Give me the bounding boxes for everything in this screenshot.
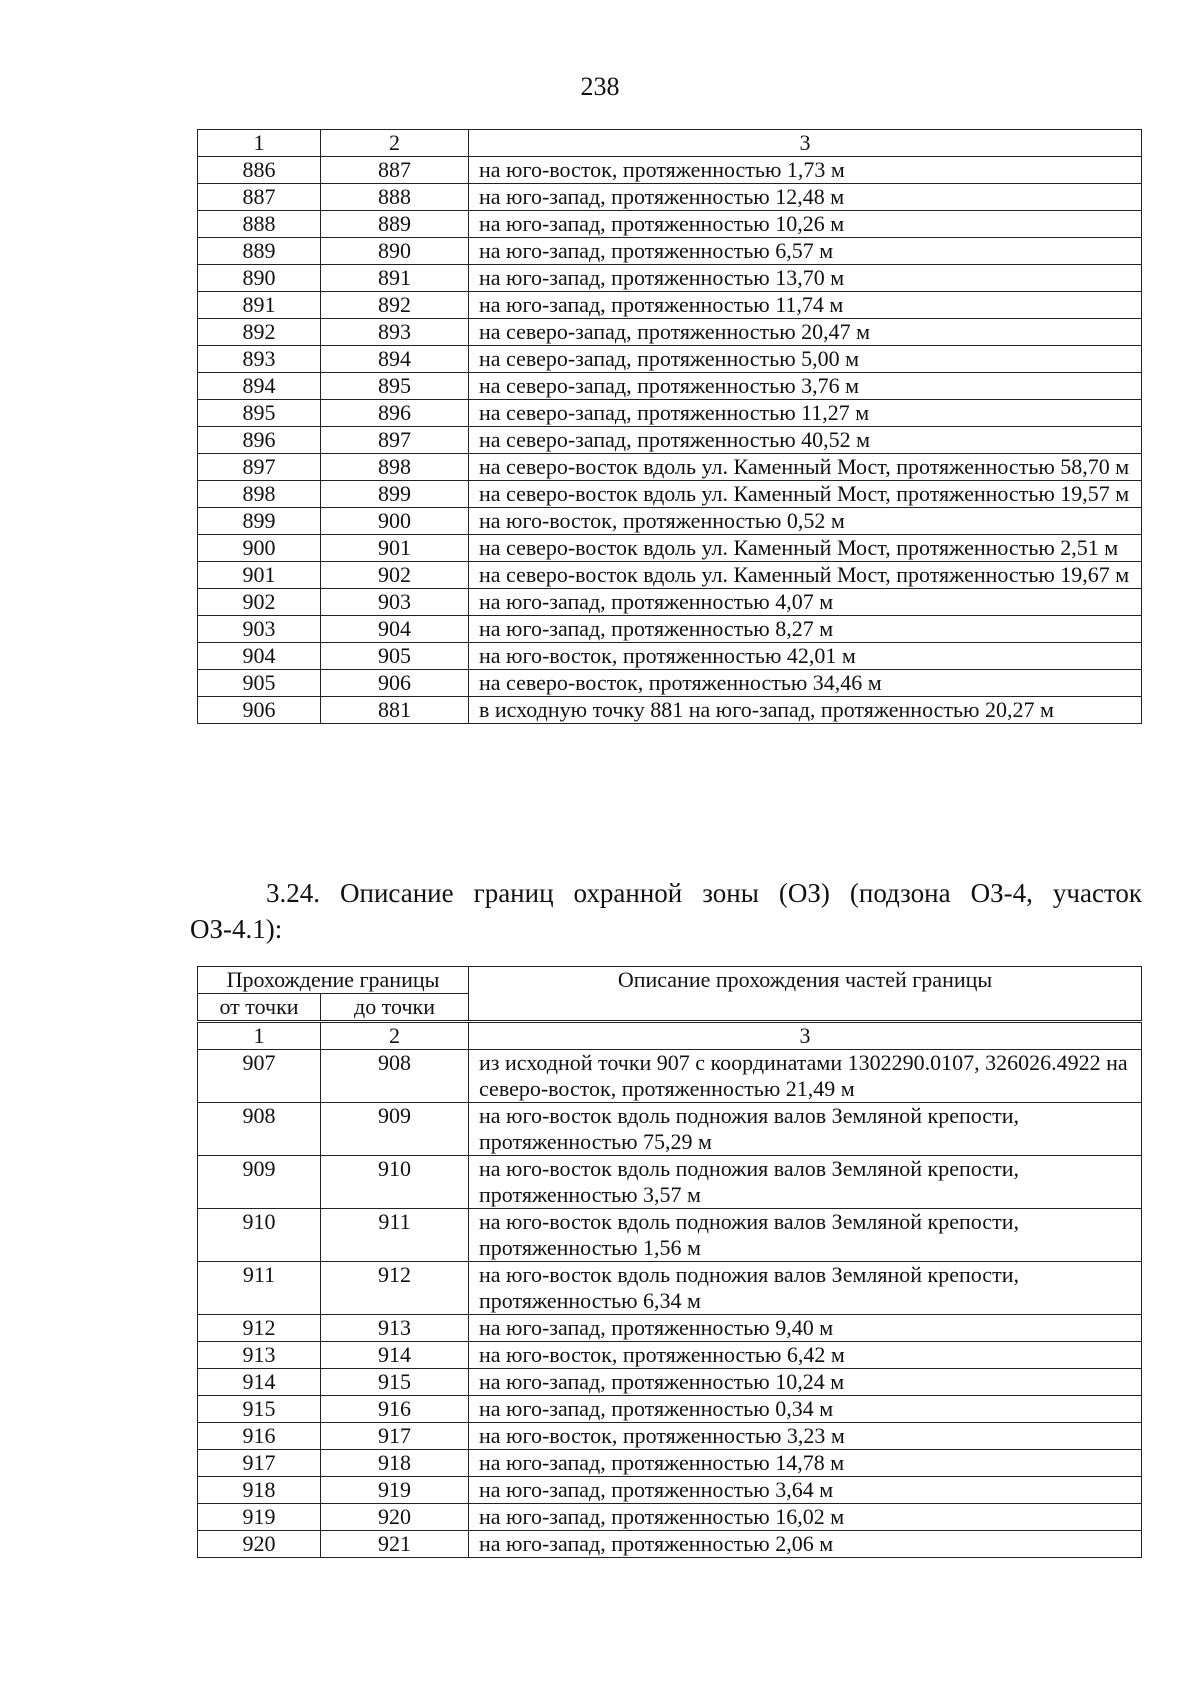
cell-to-point: 888: [321, 184, 469, 211]
section-heading-line2: ОЗ-4.1):: [190, 914, 283, 944]
cell-to-point: 881: [321, 697, 469, 724]
cell-from-point: 919: [198, 1504, 321, 1531]
table-row: [198, 1262, 1142, 1315]
cell-to-point: 904: [321, 616, 469, 643]
cell-description: на юго-запад, протяженностью 10,26 м: [469, 211, 1142, 238]
table-row: [198, 211, 1142, 238]
cell-description: на юго-восток вдоль подножия валов Земляной крепости, протяженностью 1,56 м: [469, 1209, 1142, 1262]
cell-from-point: 899: [198, 508, 321, 535]
cell-to-point: 911: [321, 1209, 469, 1262]
cell-to-point: 887: [321, 157, 469, 184]
cell-to-point: 917: [321, 1423, 469, 1450]
table-row: [198, 1369, 1142, 1396]
cell-description: на юго-запад, протяженностью 9,40 м: [469, 1315, 1142, 1342]
cell-to-point: 921: [321, 1531, 469, 1558]
cell-description: на северо-запад, протяженностью 40,52 м: [469, 427, 1142, 454]
cell-from-point: 920: [198, 1531, 321, 1558]
cell-from-point: 892: [198, 319, 321, 346]
cell-description: на юго-запад, протяженностью 2,06 м: [469, 1531, 1142, 1558]
cell-to-point: 896: [321, 400, 469, 427]
section-heading-line1: 3.24. Описание границ охранной зоны (ОЗ) (подзона ОЗ-4, участок: [266, 878, 1142, 908]
table-row: [198, 427, 1142, 454]
cell-to-point: 906: [321, 670, 469, 697]
cell-description: на юго-восток, протяженностью 0,52 м: [469, 508, 1142, 535]
cell-description: на юго-восток, протяженностью 3,23 м: [469, 1423, 1142, 1450]
cell-from-point: 889: [198, 238, 321, 265]
boundary-table-1: [197, 129, 1142, 724]
table2-header-desc: Описание прохождения частей границы: [469, 967, 1142, 1022]
table1-header-col3: 3: [469, 130, 1142, 157]
cell-description: на юго-восток вдоль подножия валов Земляной крепости, протяженностью 3,57 м: [469, 1156, 1142, 1209]
section-heading: [190, 875, 1142, 947]
cell-from-point: 900: [198, 535, 321, 562]
table1-header-col1: 1: [198, 130, 321, 157]
table-row: [198, 589, 1142, 616]
cell-from-point: 894: [198, 373, 321, 400]
cell-to-point: 893: [321, 319, 469, 346]
cell-to-point: 900: [321, 508, 469, 535]
cell-to-point: 905: [321, 643, 469, 670]
table-row: [198, 1050, 1142, 1103]
cell-to-point: 903: [321, 589, 469, 616]
cell-to-point: 897: [321, 427, 469, 454]
cell-from-point: 898: [198, 481, 321, 508]
table-row: [198, 373, 1142, 400]
cell-description: на юго-запад, протяженностью 0,34 м: [469, 1396, 1142, 1423]
table2-numbering-row: [198, 1022, 1142, 1050]
cell-from-point: 896: [198, 427, 321, 454]
cell-description: на юго-восток, протяженностью 42,01 м: [469, 643, 1142, 670]
table-row: [198, 454, 1142, 481]
table-row: [198, 346, 1142, 373]
cell-from-point: 908: [198, 1103, 321, 1156]
cell-description: на юго-запад, протяженностью 13,70 м: [469, 265, 1142, 292]
cell-to-point: 890: [321, 238, 469, 265]
cell-to-point: 913: [321, 1315, 469, 1342]
cell-from-point: 904: [198, 643, 321, 670]
table2-body: [198, 1050, 1142, 1558]
cell-description: на юго-запад, протяженностью 10,24 м: [469, 1369, 1142, 1396]
cell-description: из исходной точки 907 с координатами 1302290.0107, 326026.4922 на северо-восток, протяженностью 21,49 м: [469, 1050, 1142, 1103]
cell-from-point: 906: [198, 697, 321, 724]
table-row: [198, 616, 1142, 643]
table1-header-row: [198, 130, 1142, 157]
cell-description: на юго-запад, протяженностью 8,27 м: [469, 616, 1142, 643]
table-row: [198, 535, 1142, 562]
table-row: [198, 400, 1142, 427]
table2-number-col2: 2: [321, 1022, 469, 1050]
cell-description: на северо-восток вдоль ул. Каменный Мост, протяженностью 2,51 м: [469, 535, 1142, 562]
cell-description: на юго-восток вдоль подножия валов Земляной крепости, протяженностью 75,29 м: [469, 1103, 1142, 1156]
cell-to-point: 908: [321, 1050, 469, 1103]
table1-header-col2: 2: [321, 130, 469, 157]
cell-to-point: 901: [321, 535, 469, 562]
cell-to-point: 902: [321, 562, 469, 589]
table-row: [198, 1450, 1142, 1477]
table1-body: [198, 157, 1142, 724]
cell-description: на северо-восток вдоль ул. Каменный Мост, протяженностью 19,57 м: [469, 481, 1142, 508]
table-row: [198, 319, 1142, 346]
table-row: [198, 1315, 1142, 1342]
table2-header-row-1: [198, 967, 1142, 994]
cell-description: на северо-восток вдоль ул. Каменный Мост, протяженностью 58,70 м: [469, 454, 1142, 481]
cell-from-point: 902: [198, 589, 321, 616]
cell-description: на юго-запад, протяженностью 12,48 м: [469, 184, 1142, 211]
cell-from-point: 903: [198, 616, 321, 643]
cell-from-point: 888: [198, 211, 321, 238]
table-row: [198, 1531, 1142, 1558]
cell-description: на юго-запад, протяженностью 3,64 м: [469, 1477, 1142, 1504]
table-row: [198, 1477, 1142, 1504]
cell-description: на северо-восток вдоль ул. Каменный Мост, протяженностью 19,67 м: [469, 562, 1142, 589]
table-row: [198, 184, 1142, 211]
cell-description: на юго-восток вдоль подножия валов Земляной крепости, протяженностью 6,34 м: [469, 1262, 1142, 1315]
table-row: [198, 697, 1142, 724]
boundary-table-2: [197, 966, 1142, 1558]
cell-to-point: 899: [321, 481, 469, 508]
cell-to-point: 889: [321, 211, 469, 238]
cell-description: на юго-запад, протяженностью 16,02 м: [469, 1504, 1142, 1531]
cell-from-point: 918: [198, 1477, 321, 1504]
cell-from-point: 916: [198, 1423, 321, 1450]
table-row: [198, 265, 1142, 292]
cell-to-point: 891: [321, 265, 469, 292]
cell-from-point: 917: [198, 1450, 321, 1477]
cell-to-point: 916: [321, 1396, 469, 1423]
table-row: [198, 1209, 1142, 1262]
table-row: [198, 481, 1142, 508]
table-row: [198, 157, 1142, 184]
cell-to-point: 895: [321, 373, 469, 400]
cell-description: на северо-запад, протяженностью 5,00 м: [469, 346, 1142, 373]
cell-from-point: 905: [198, 670, 321, 697]
table-row: [198, 238, 1142, 265]
table-row: [198, 643, 1142, 670]
cell-from-point: 913: [198, 1342, 321, 1369]
cell-to-point: 898: [321, 454, 469, 481]
cell-from-point: 891: [198, 292, 321, 319]
cell-description: на юго-восток, протяженностью 1,73 м: [469, 157, 1142, 184]
cell-from-point: 914: [198, 1369, 321, 1396]
cell-description: на юго-восток, протяженностью 6,42 м: [469, 1342, 1142, 1369]
cell-description: на юго-запад, протяженностью 14,78 м: [469, 1450, 1142, 1477]
table2-header-group: Прохождение границы: [198, 967, 469, 994]
table-row: [198, 1504, 1142, 1531]
table2-header-from: от точки: [198, 994, 321, 1022]
table-row: [198, 1156, 1142, 1209]
cell-description: на юго-запад, протяженностью 4,07 м: [469, 589, 1142, 616]
cell-to-point: 912: [321, 1262, 469, 1315]
cell-from-point: 915: [198, 1396, 321, 1423]
table2-number-col3: 3: [469, 1022, 1142, 1050]
cell-from-point: 886: [198, 157, 321, 184]
page-number: 238: [580, 72, 620, 101]
cell-from-point: 907: [198, 1050, 321, 1103]
cell-from-point: 901: [198, 562, 321, 589]
cell-from-point: 910: [198, 1209, 321, 1262]
cell-from-point: 890: [198, 265, 321, 292]
cell-description: в исходную точку 881 на юго-запад, протяженностью 20,27 м: [469, 697, 1142, 724]
cell-from-point: 893: [198, 346, 321, 373]
cell-to-point: 918: [321, 1450, 469, 1477]
cell-to-point: 915: [321, 1369, 469, 1396]
cell-from-point: 887: [198, 184, 321, 211]
cell-to-point: 909: [321, 1103, 469, 1156]
cell-from-point: 909: [198, 1156, 321, 1209]
table-row: [198, 292, 1142, 319]
table2-number-col1: 1: [198, 1022, 321, 1050]
table-row: [198, 670, 1142, 697]
cell-to-point: 920: [321, 1504, 469, 1531]
table-row: [198, 1396, 1142, 1423]
table-row: [198, 1103, 1142, 1156]
table-row: [198, 1423, 1142, 1450]
table-row: [198, 562, 1142, 589]
cell-to-point: 894: [321, 346, 469, 373]
table2-header-to: до точки: [321, 994, 469, 1022]
cell-to-point: 914: [321, 1342, 469, 1369]
cell-from-point: 895: [198, 400, 321, 427]
cell-description: на северо-запад, протяженностью 3,76 м: [469, 373, 1142, 400]
table-row: [198, 508, 1142, 535]
cell-to-point: 919: [321, 1477, 469, 1504]
cell-description: на северо-восток, протяженностью 34,46 м: [469, 670, 1142, 697]
cell-from-point: 897: [198, 454, 321, 481]
cell-from-point: 912: [198, 1315, 321, 1342]
cell-description: на юго-запад, протяженностью 6,57 м: [469, 238, 1142, 265]
cell-description: на юго-запад, протяженностью 11,74 м: [469, 292, 1142, 319]
cell-description: на северо-запад, протяженностью 20,47 м: [469, 319, 1142, 346]
cell-to-point: 910: [321, 1156, 469, 1209]
cell-from-point: 911: [198, 1262, 321, 1315]
cell-to-point: 892: [321, 292, 469, 319]
table-row: [198, 1342, 1142, 1369]
cell-description: на северо-запад, протяженностью 11,27 м: [469, 400, 1142, 427]
